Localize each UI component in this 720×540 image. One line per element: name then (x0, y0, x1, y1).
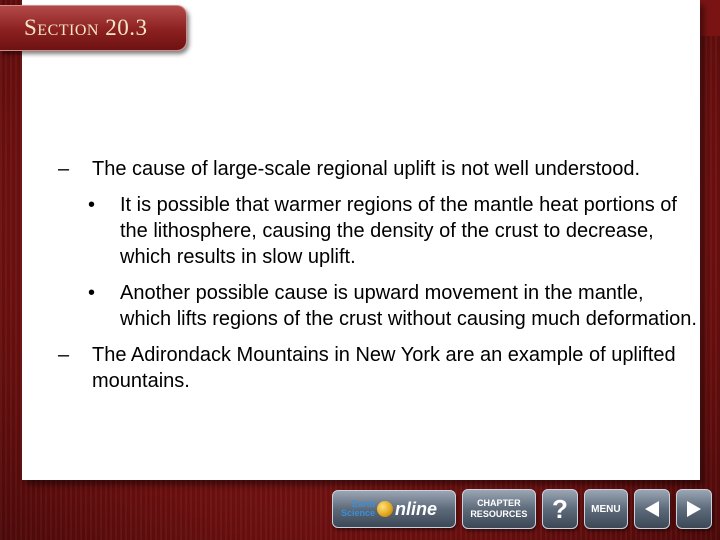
bullet-item (58, 342, 698, 394)
bullet-text: The cause of large-scale regional uplift is not well understood. (92, 158, 641, 180)
dash-marker: – (58, 158, 70, 180)
section-label: Section 20.3 (24, 15, 148, 40)
question-icon: ? (551, 493, 568, 524)
slide-title: Other Types of Mountains (503, 8, 700, 25)
next-button[interactable] (676, 489, 712, 529)
earth-science-online-button[interactable] (332, 490, 456, 528)
dot-marker: • (88, 194, 96, 216)
bullet-text: It is possible that warmer regions of the mantle heat portions of the lithosphere, causing the density of the crust to decrease, which results in slow uplift. (120, 194, 677, 268)
earth-science-logo-text: Earth Science (341, 499, 376, 518)
section-tab (0, 5, 187, 51)
left-arrow-icon (643, 499, 661, 519)
resources-label: RESOURCES (470, 509, 528, 519)
navigation-bar (332, 487, 712, 531)
help-button[interactable] (542, 489, 578, 529)
dash-marker: – (58, 344, 70, 366)
dot-marker: • (88, 282, 96, 304)
menu-label: MENU (591, 503, 621, 515)
online-label: nline (395, 498, 438, 519)
bullet-list (58, 156, 698, 404)
menu-button[interactable] (584, 489, 628, 529)
chapter-label: CHAPTER (477, 498, 521, 508)
chapter-resources-button[interactable] (462, 489, 536, 529)
bullet-text: Another possible cause is upward movement in the mantle, which lifts regions of the crust without causing much deformation. (120, 282, 697, 330)
previous-button[interactable] (634, 489, 670, 529)
sub-bullet-item (58, 192, 698, 270)
globe-icon (377, 501, 393, 517)
bullet-item (58, 156, 698, 182)
right-arrow-icon (685, 499, 703, 519)
sub-bullet-item (58, 280, 698, 332)
bullet-text: The Adirondack Mountains in New York are an example of uplifted mountains. (92, 344, 676, 392)
